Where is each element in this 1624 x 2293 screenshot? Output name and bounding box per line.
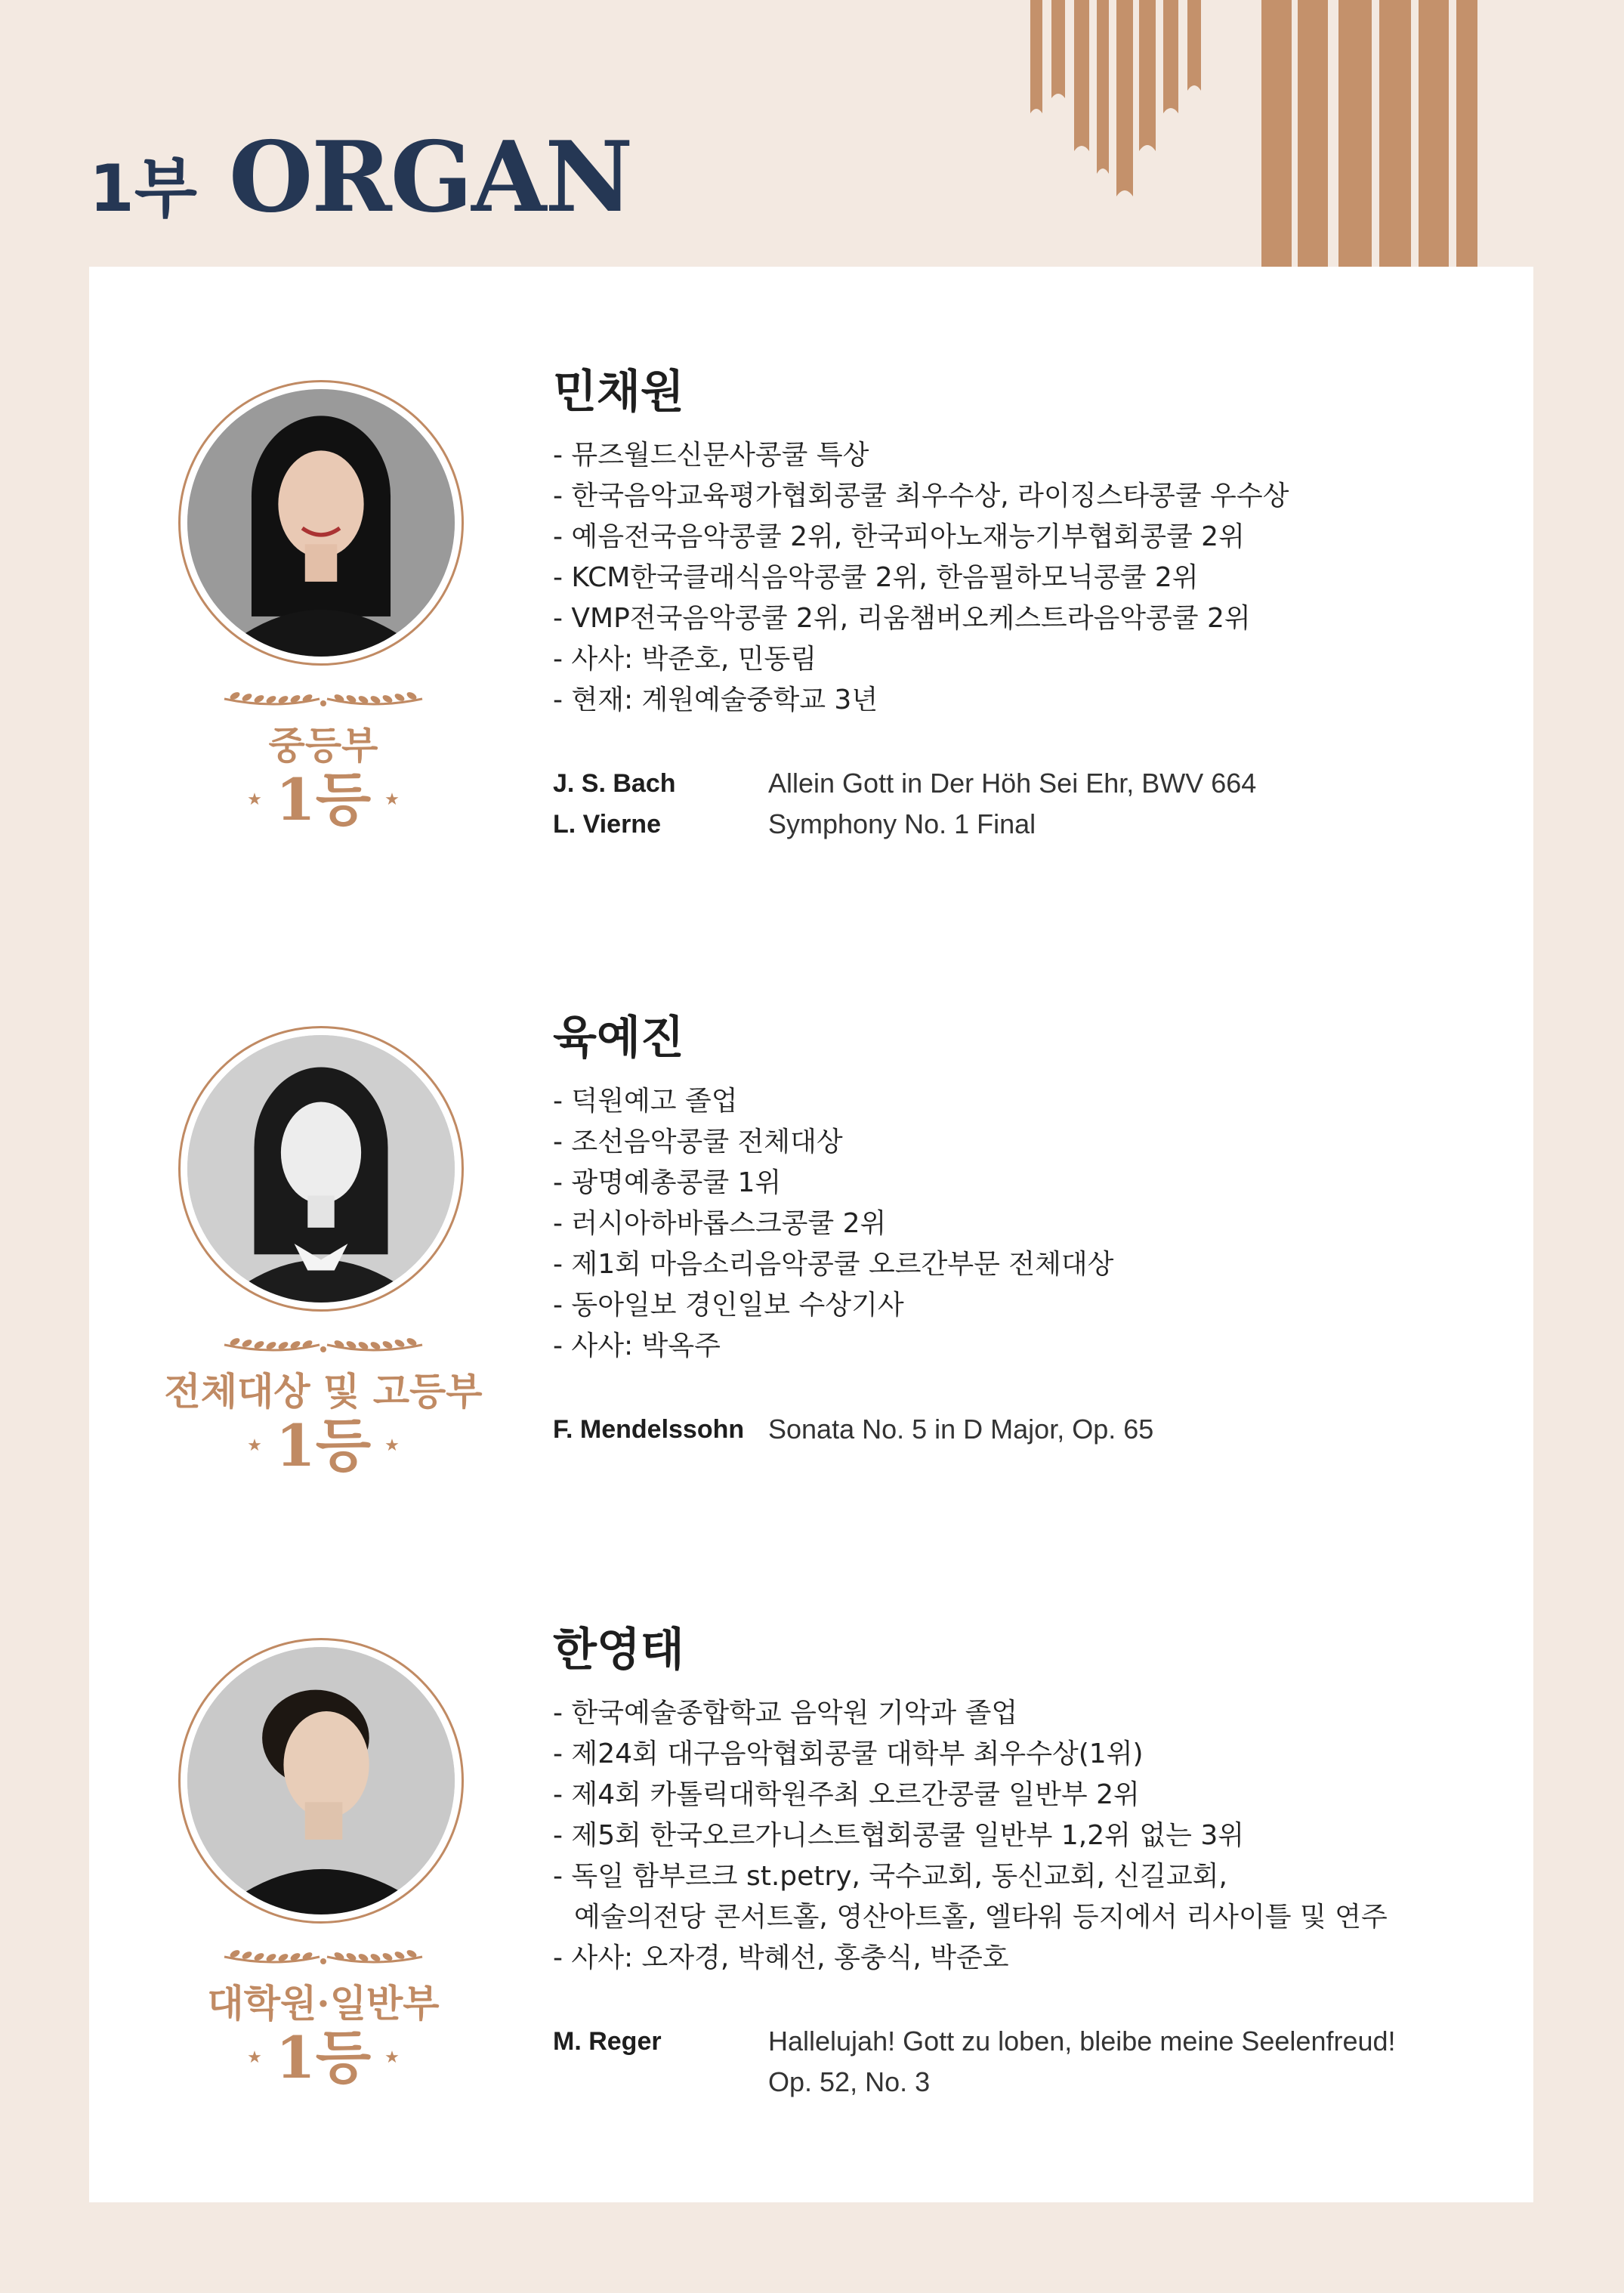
piece-title: Allein Gott in Der Höh Sei Ehr, BWV 664 [768,768,1257,799]
bio-item: - 독일 함부르크 st.petry, 국수교회, 동신교회, 신길교회, [553,1861,1227,1892]
award-block [89,1934,557,2091]
award-division: 대학원·일반부 [207,1981,440,2026]
bio-item: - 제1회 마음소리음악콩쿨 오르간부문 전체대상 [553,1249,1114,1280]
laurel-icon [221,1322,425,1357]
piece-title: Sonata No. 5 in D Major, Op. 65 [768,1414,1154,1445]
repertoire [553,763,1490,845]
star-icon: ★ [247,1436,262,1456]
star-icon: ★ [247,790,262,810]
performer-bio [553,1693,1490,1979]
piece-title [768,2021,1396,2103]
bio-item: - 제5회 한국오르가니스트협회콩쿨 일반부 1,2위 없는 3위 [553,1820,1245,1851]
piece-title-line: Hallelujah! Gott zu loben, bleibe meine Seelenfreud! [768,2026,1396,2057]
star-icon: ★ [384,790,400,810]
bio-item: - VMP전국음악콩쿨 2위, 리움챔버오케스트라음악콩쿨 2위 [553,603,1251,634]
bio-item: - KCM한국클래식음악콩쿨 2위, 한음필하모닉콩쿨 2위 [553,562,1199,593]
performer-photo-frame [178,380,465,667]
performer-photo [187,1035,455,1303]
section-title: ORGAN [228,121,632,234]
composer: L. Vierne [553,810,661,839]
composer: F. Mendelssohn [553,1415,745,1444]
performer-bio [553,1081,1490,1367]
award-rank: 1등 [275,2024,372,2091]
repertoire [553,2021,1490,2103]
content-card [89,267,1533,2202]
piece-opus-line: Op. 52, No. 3 [768,2066,931,2097]
bio-item: - 광명예총콩쿨 1위 [553,1167,782,1198]
award-rank-row [89,1412,557,1479]
award-block [89,1322,557,1479]
repertoire [553,1409,1490,1450]
award-rank: 1등 [275,766,372,833]
part-label: 1부 [89,151,197,227]
laurel-icon [221,1934,425,1969]
repertoire-row [553,2021,1490,2103]
award-rank-row [89,2024,557,2091]
performer-entry [89,1012,1533,1600]
performer-bio [553,435,1490,721]
bio-item: - 제24회 대구음악협회콩쿨 대학부 최우수상(1위) [553,1738,1144,1769]
performer-name: 육예진 [553,1012,684,1065]
bio-item: - 한국예술종합학교 음악원 기악과 졸업 [553,1698,1018,1729]
performer-entry [89,1624,1533,2212]
bio-item: - 한국음악교육평가협회콩쿨 최우수상, 라이징스타콩쿨 우수상 [553,481,1289,511]
composer: M. Reger [553,2027,662,2056]
bio-item: - 현재: 계원예술중학교 3년 [553,685,878,715]
performer-info [553,1012,1490,1450]
repertoire-row [553,763,1490,804]
performer-photo [187,1647,455,1914]
bio-item: - 제4회 카톨릭대학원주최 오르간콩쿨 일반부 2위 [553,1779,1140,1810]
bio-item: - 동아일보 경인일보 수상기사 [553,1290,904,1321]
performer-info [553,1624,1490,2103]
bio-item: - 사사: 박옥주 [553,1330,721,1361]
bio-item: - 조선음악콩쿨 전체대상 [553,1126,843,1157]
award-division: 중등부 [268,723,378,768]
piece-title: Symphony No. 1 Final [768,808,1036,839]
composer: J. S. Bach [553,769,676,798]
bio-item: - 사사: 오자경, 박혜선, 홍충식, 박준호 [553,1942,1009,1973]
performer-photo-frame [178,1026,465,1313]
bio-item: - 러시아하바롭스크콩쿨 2위 [553,1208,887,1239]
performer-name: 민채원 [553,366,684,419]
repertoire-row [553,1409,1490,1450]
bio-item: - 덕원예고 졸업 [553,1086,738,1117]
star-icon: ★ [384,2048,400,2068]
performer-photo [187,389,455,657]
bio-item: - 예음전국음악콩쿨 2위, 한국피아노재능기부협회콩쿨 2위 [553,521,1245,552]
award-rank-row [89,766,557,833]
bio-item: - 뮤즈월드신문사콩쿨 특상 [553,440,869,471]
award-block [89,676,557,833]
page-header [89,121,631,234]
award-rank: 1등 [275,1412,372,1479]
repertoire-row [553,804,1490,845]
bio-item: 예술의전당 콘서트홀, 영산아트홀, 엘타워 등지에서 리사이틀 및 연주 [574,1902,1388,1933]
bio-item: - 사사: 박준호, 민동림 [553,644,817,675]
performer-photo-frame [178,1638,465,1925]
star-icon: ★ [247,2048,262,2068]
award-division: 전체대상 및 고등부 [164,1369,483,1414]
laurel-icon [221,676,425,711]
performer-entry [89,366,1533,954]
performer-name: 한영태 [553,1624,684,1676]
performer-info [553,366,1490,845]
star-icon: ★ [384,1436,400,1456]
